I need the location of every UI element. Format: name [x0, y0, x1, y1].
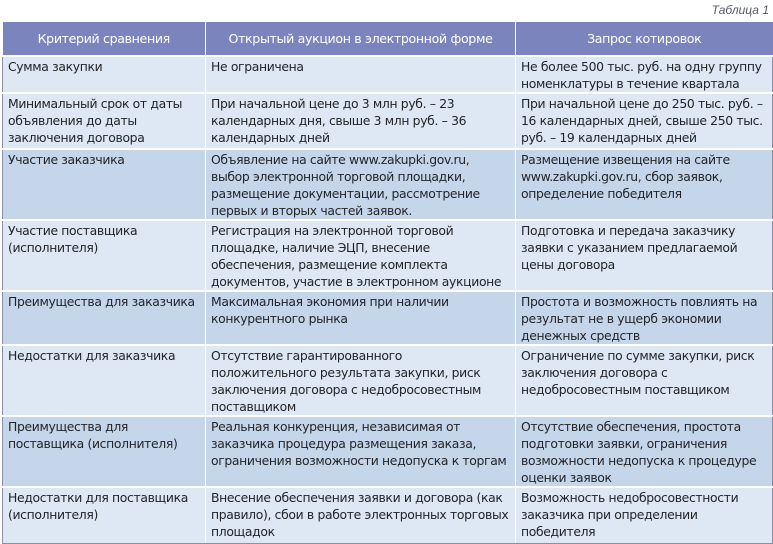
cell-criterion: Преимущества для заказчика — [3, 291, 206, 345]
cell-criterion: Сумма закупки — [3, 56, 206, 93]
table-row — [3, 93, 773, 149]
table-header-row — [3, 22, 773, 56]
comparison-table — [2, 22, 773, 544]
cell-criterion: Участие заказчика — [3, 149, 206, 220]
cell-auction: При начальной цене до 3 млн руб. – 23 календарных дня, свыше 3 млн руб. – 36 календарных дней — [206, 93, 516, 149]
table-row — [3, 291, 773, 345]
cell-quotation: Простота и возможность повлиять на результат не в ущерб экономии денежных средств — [516, 291, 773, 345]
table-row — [3, 345, 773, 416]
cell-criterion: Минимальный срок от даты объявления до даты заключения договора — [3, 93, 206, 149]
cell-quotation: Не более 500 тыс. руб. на одну группу номенклатуры в течение квартала — [516, 56, 773, 93]
cell-quotation: Подготовка и передача заказчику заявки с указанием предлагаемой цены договора — [516, 220, 773, 291]
table-row — [3, 220, 773, 291]
cell-quotation: Ограничение по сумме закупки, риск заключения договора с недобросовестным поставщиком — [516, 345, 773, 416]
header-electronic-auction: Открытый аукцион в электронной форме — [206, 22, 516, 56]
header-quotation-request: Запрос котировок — [516, 22, 773, 56]
table-caption: Таблица 1 — [711, 3, 769, 17]
cell-criterion: Недостатки для поставщика (исполнителя) — [3, 487, 206, 543]
table-row — [3, 149, 773, 220]
cell-quotation: При начальной цене до 250 тыс. руб. – 16 календарных дней, свыше 250 тыс. руб. – 19 календарных дней — [516, 93, 773, 149]
cell-criterion: Преимущества для поставщика (исполнителя) — [3, 416, 206, 487]
cell-quotation: Размещение извещения на сайте www.zakupki.gov.ru, сбор заявок, определение победителя — [516, 149, 773, 220]
table-row — [3, 416, 773, 487]
table-row — [3, 487, 773, 543]
cell-auction: Реальная конкуренция, независимая от заказчика процедура размещения заказа, ограничения возможности недопуска к торгам — [206, 416, 516, 487]
cell-auction: Не ограничена — [206, 56, 516, 93]
cell-quotation: Отсутствие обеспечения, простота подготовки заявки, ограничения возможности недопуска к процедуре оценки заявок — [516, 416, 773, 487]
table-row — [3, 56, 773, 93]
cell-criterion: Участие поставщика (исполнителя) — [3, 220, 206, 291]
cell-auction: Регистрация на электронной торговой площадке, наличие ЭЦП, внесение обеспечения, размещение комплекта документов, участие в электронном аукционе — [206, 220, 516, 291]
cell-auction: Объявление на сайте www.zakupki.gov.ru, выбор электронной торговой площадки, размещение документации, рассмотрение первых и вторых частей заявок. — [206, 149, 516, 220]
cell-auction: Отсутствие гарантированного положительного результата закупки, риск заключения договора с недобросовестным поставщиком — [206, 345, 516, 416]
cell-auction: Внесение обеспечения заявки и договора (как правило), сбои в работе электронных торговых площадок — [206, 487, 516, 543]
cell-auction: Максимальная экономия при наличии конкурентного рынка — [206, 291, 516, 345]
header-criterion: Критерий сравнения — [3, 22, 206, 56]
cell-quotation: Возможность недобросовестности заказчика при определении победителя — [516, 487, 773, 543]
cell-criterion: Недостатки для заказчика — [3, 345, 206, 416]
